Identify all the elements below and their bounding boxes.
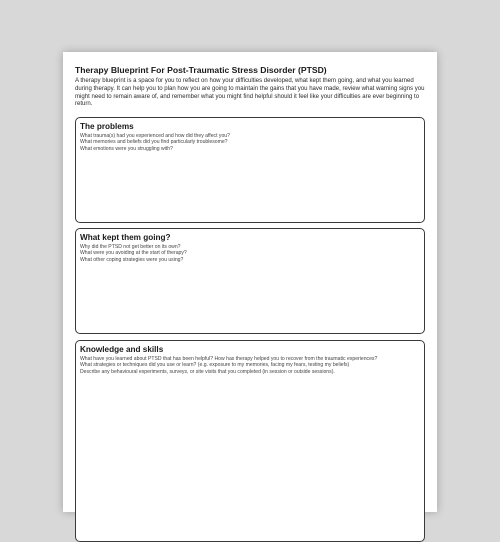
section-heading: The problems [80,122,134,131]
prompt-line: What strategies or techniques did you use or learn? (e.g. exposure to my memories, facing my fears, testing my beliefs) [80,362,350,369]
prompt-line: What emotions were you struggling with? [80,145,173,152]
section-heading: What kept them going? [80,233,171,242]
section-box-what-kept-them-going[interactable] [75,228,425,334]
prompt-line: What other coping strategies were you using? [80,256,184,263]
section-box-knowledge-and-skills[interactable] [75,340,425,542]
section-prompts [80,133,420,152]
section-box-problems[interactable] [75,117,425,223]
section-heading: Knowledge and skills [80,345,164,354]
document-title: Therapy Blueprint For Post-Traumatic Stress Disorder (PTSD) [75,65,327,75]
prompt-line: What have you learned about PTSD that has been helpful? How has therapy helped you to recover from the traumatic experiences? [80,356,378,362]
prompt-line: What were you avoiding at the start of therapy? [80,250,187,257]
worksheet-page [63,52,437,512]
section-prompts [80,356,420,375]
prompt-line: What memories and beliefs did you find particularly troublesome? [80,139,228,146]
section-prompts [80,244,420,263]
prompt-line: What trauma(s) had you experienced and how did they affect you? [80,133,230,139]
intro-paragraph: A therapy blueprint is a space for you to reflect on how your difficulties developed, what kept them going, and what you learned during therapy. It can help you to plan how you are going to maintain the gains that you have made, review what warning signs you might need to remain aware of, and remember what you might find helpful should it feel like your difficulties are ever beginning to return. [75,78,425,108]
prompt-line: Describe any behavioural experiments, surveys, or site visits that you completed (in session or outside sessions). [80,368,335,375]
prompt-line: Why did the PTSD not get better on its own? [80,244,181,250]
